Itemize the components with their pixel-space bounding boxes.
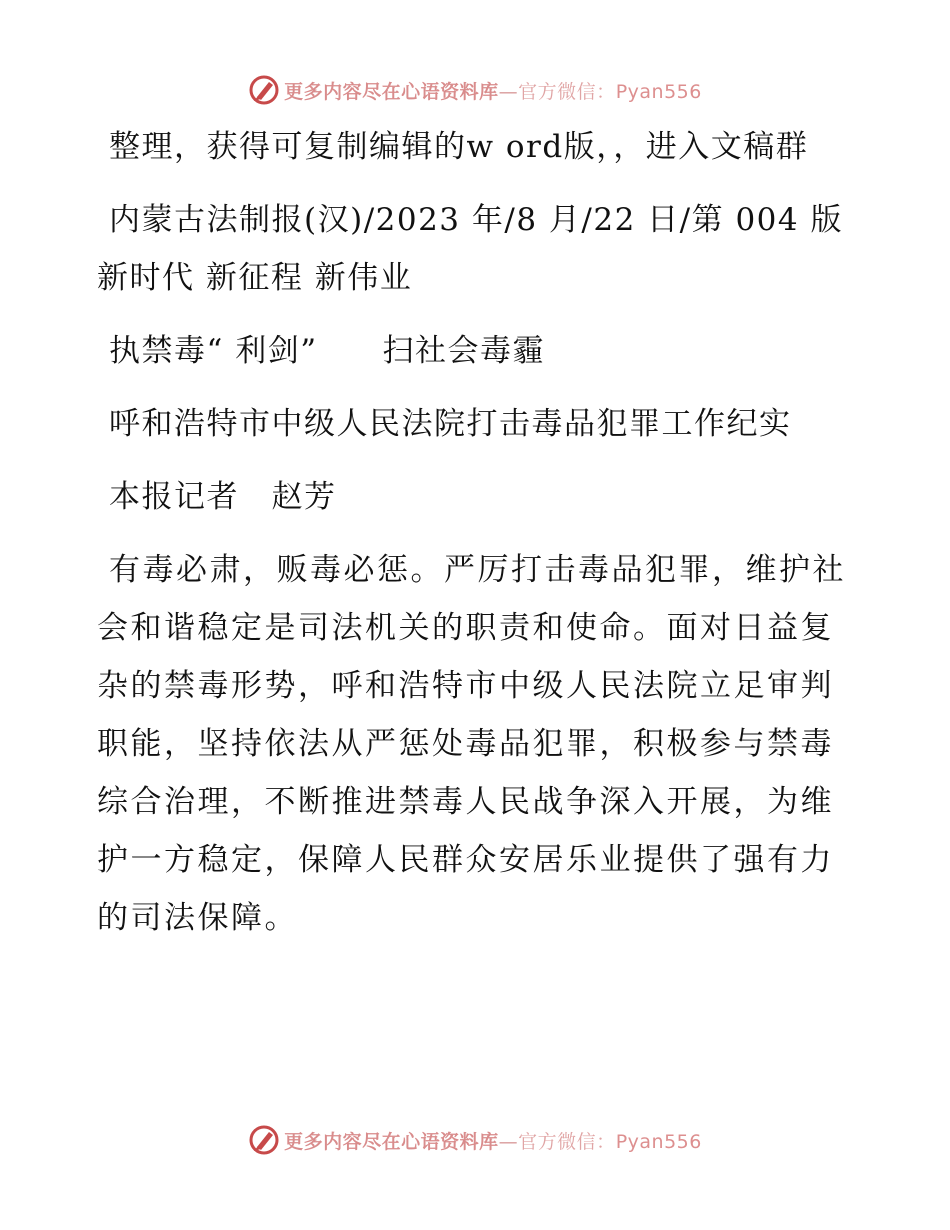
footer-banner-text bbox=[284, 1127, 702, 1154]
pen-nib-logo-icon bbox=[248, 1124, 280, 1156]
footer-site-text: 更多内容尽在心语资料库 bbox=[284, 1130, 499, 1153]
doc-paragraph-subheadline: 呼和浩特市中级人民法院打击毒品犯罪工作纪实 bbox=[109, 406, 792, 442]
header-weixin-label: 官方微信： bbox=[518, 80, 616, 103]
document-body bbox=[97, 118, 847, 962]
doc-paragraph-headline: 执禁毒“ 利剑” 扫社会毒霾 bbox=[109, 333, 546, 369]
header-banner bbox=[0, 70, 950, 110]
footer-separator: — bbox=[498, 1130, 519, 1153]
header-banner-text bbox=[284, 77, 702, 104]
footer-banner bbox=[0, 1120, 950, 1160]
doc-paragraph-source: 内蒙古法制报(汉)/2023 年/8 月/22 日/第 004 版新时代 新征程 新伟业 bbox=[97, 202, 843, 296]
footer-weixin-label: 官方微信： bbox=[518, 1130, 616, 1153]
header-separator: — bbox=[498, 80, 519, 103]
doc-paragraph-byline: 本报记者 赵芳 bbox=[109, 479, 337, 515]
footer-weixin-id: Pyan556 bbox=[615, 1130, 702, 1153]
header-weixin-id: Pyan556 bbox=[615, 80, 702, 103]
pen-nib-logo-icon bbox=[248, 74, 280, 106]
doc-paragraph-note: 整理，获得可复制编辑的w ord版，，进入文稿群 bbox=[109, 129, 809, 165]
header-site-text: 更多内容尽在心语资料库 bbox=[284, 80, 499, 103]
doc-paragraph-lead: 有毒必肃，贩毒必惩。严厉打击毒品犯罪，维护社会和谐稳定是司法机关的职责和使命。面对日益复杂的禁毒形势，呼和浩特市中级人民法院立足审判职能，坚持依法从严惩处毒品犯罪，积极参与禁毒综合治理，不断推进禁毒人民战争深入开展，为维护一方稳定，保障人民群众安居乐业提供了强有力的司法保障。 bbox=[97, 552, 846, 936]
